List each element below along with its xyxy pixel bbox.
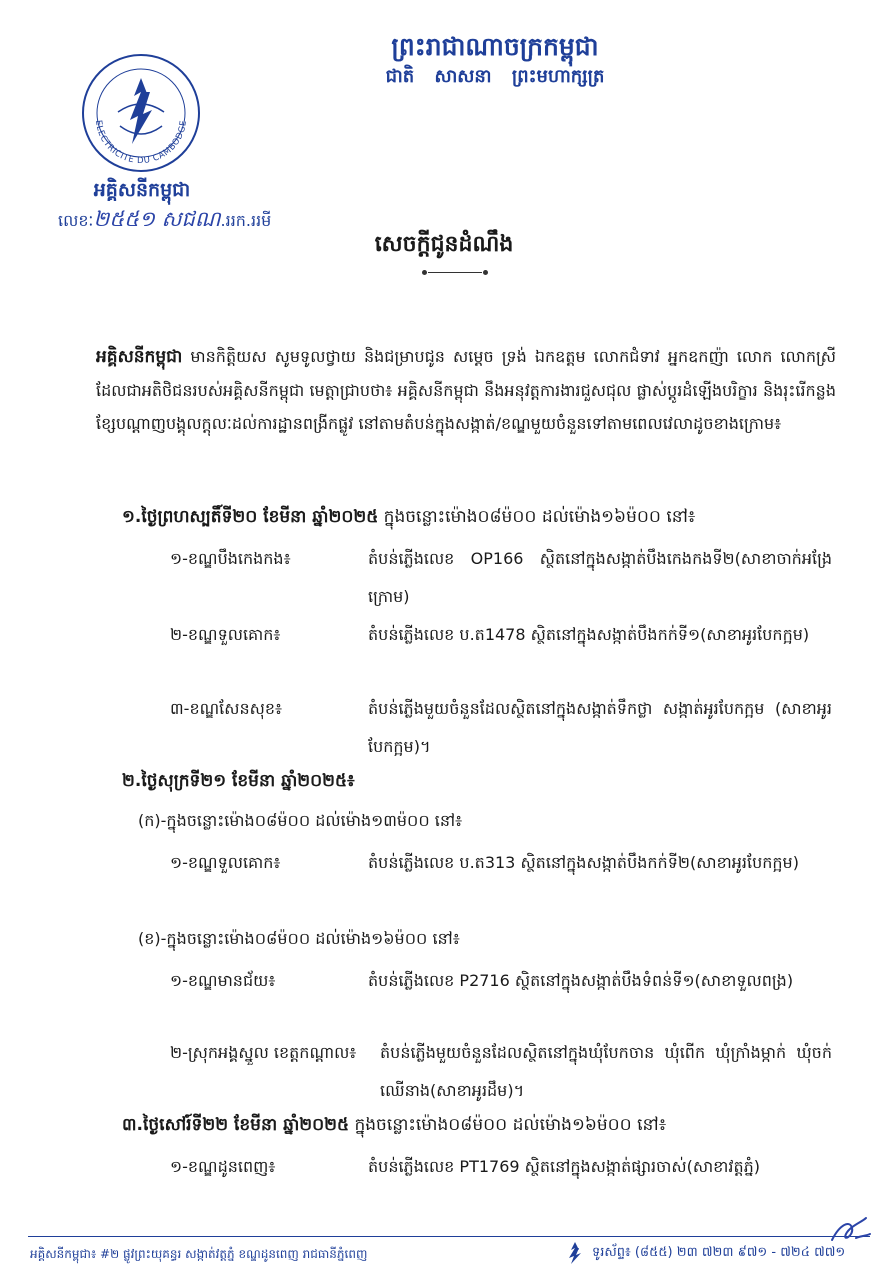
day2-part-a-item1-text: តំបន់ភ្លើងលេខ ប.ត313 ស្ថិតនៅក្នុងសង្កាត់បឹងកក់ទី២(សាខាអូរបែកក្អម) bbox=[368, 853, 799, 872]
day3-time: ក្នុងចន្លោះម៉ោង០៨ម៉០០ ដល់ម៉ោង១៦ម៉០០ នៅ៖ bbox=[349, 1115, 667, 1135]
day2-part-b-label: (ខ)-ក្នុងចន្លោះម៉ោង០៨ម៉០០ ដល់ម៉ោង១៦ម៉០០ នៅ៖ bbox=[138, 929, 460, 948]
day2-part-b-item2-text: តំបន់ភ្លើងមួយចំនួនដែលស្ថិតនៅក្នុងឃុំបែកចាន ឃុំពើក ឃុំក្រាំងម្កាក់ ឃុំចក់ឈើនាង(សាខាអូរដឹម)។ bbox=[380, 1043, 832, 1100]
title-divider bbox=[428, 272, 482, 273]
intro-text: មានកិត្តិយស សូមទូលថ្វាយ និងជម្រាបជូន សម្តេច ទ្រង់ ឯកឧត្តម លោកជំទាវ អ្នកឧកញ៉ា លោក លោកស្រី ដែលជាអតិថិជនរបស់អគ្គិសនីកម្ពុជា មេត្តាជ្រាបថា៖ អគ្គិសនីកម្ពុជា នឹងអនុវត្តការងារជួសជុល ផ្លាស់ប្តូរដំឡើងបរិក្ខារ និងរុះរើកន្លងខ្សែបណ្តាញបង្គុលក្តុលៈដល់ការដ្ឋានពង្រីកផ្លូវ នៅតាមតំបន់ក្នុងសង្កាត់/ខណ្ឌមួយចំនួនទៅតាមពេលវេលាដូចខាងក្រោម៖ bbox=[96, 347, 836, 433]
organization-name: អគ្គិសនីកម្ពុជា bbox=[93, 179, 191, 201]
day1-item3-text: តំបន់ភ្លើងមួយចំនួនដែលស្ថិតនៅក្នុងសង្កាត់ទឹកថ្លា សង្កាត់អូរបែកក្អម (សាខាអូរបែកក្អម)។ bbox=[368, 699, 832, 756]
day2-part-a-label: (ក)-ក្នុងចន្លោះម៉ោង០៨ម៉០០ ដល់ម៉ោង១៣ម៉០០ នៅ៖ bbox=[138, 811, 463, 830]
document-title: សេចក្តីជូនដំណឹង bbox=[374, 232, 514, 257]
intro-paragraph bbox=[96, 340, 836, 440]
day2-date: ២.ថ្ងៃសុក្រទី២១ ខែមីនា ឆ្នាំ២០២៥៖ bbox=[122, 771, 355, 791]
day3-item1-text: តំបន់ភ្លើងលេខ PT1769 ស្ថិតនៅក្នុងសង្កាត់ផ្សារចាស់(សាខាវត្តភ្នំ) bbox=[368, 1157, 761, 1176]
footer-phone: ទូរស័ព្ទ៖ (៨៥៥) ២៣ ៧២៣ ៩៧១ - ៧២៤ ៧៧១ bbox=[592, 1245, 846, 1260]
day2-part-a-item1-label: ១-ខណ្ឌទួលគោក៖ bbox=[170, 853, 281, 872]
reference-handwritten-number: ២៥៥១ សជណ bbox=[93, 207, 221, 231]
footer-address: អគ្គិសនីកម្ពុជា៖ #២ ផ្លូវព្រះយុគន្ធរ សង្កាត់វត្តភ្នំ ខណ្ឌដូនពេញ រាជធានីភ្នំពេញ bbox=[30, 1247, 368, 1261]
footer-mark-icon bbox=[562, 1240, 588, 1266]
footer-divider bbox=[28, 1236, 870, 1237]
day1-heading bbox=[122, 506, 695, 531]
day1-item1-label: ១-ខណ្ឌបឹងកេងកង៖ bbox=[170, 549, 291, 568]
day2-part-b-item1-label: ១-ខណ្ឌមានជ័យ៖ bbox=[170, 971, 276, 990]
edc-logo bbox=[80, 52, 202, 174]
day2-part-b-item2-label: ២-ស្រុកអង្គស្នួល ខេត្តកណ្តាល៖ bbox=[170, 1043, 357, 1062]
day1-item1-text: តំបន់ភ្លើងលេខ OP166 ស្ថិតនៅក្នុងសង្កាត់បឹងកេងកងទី២(សាខាចាក់អង្រែក្រោម) bbox=[368, 549, 832, 606]
day1-item2-label: ២-ខណ្ឌទួលគោក៖ bbox=[170, 625, 281, 644]
initials-signature bbox=[826, 1214, 874, 1248]
logo-caption: ELECTRICITE DU CAMBODGE bbox=[92, 119, 190, 167]
day2-heading bbox=[122, 770, 355, 795]
reference-suffix: .ររក.ររមី bbox=[220, 211, 272, 230]
national-motto: ជាតិ សាសនា ព្រះមហាក្សត្រ bbox=[385, 66, 605, 87]
day1-time: ក្នុងចន្លោះម៉ោង០៨ម៉០០ ដល់ម៉ោង១៦ម៉០០ នៅ៖ bbox=[378, 507, 696, 527]
day1-item2-text: តំបន់ភ្លើងលេខ ប.ត1478 ស្ថិតនៅក្នុងសង្កាត់បឹងកក់ទី១(សាខាអូរបែកក្អម) bbox=[368, 625, 810, 644]
day1-item3-label: ៣-ខណ្ឌសែនសុខ៖ bbox=[170, 699, 283, 718]
day3-item1-label: ១-ខណ្ឌដូនពេញ៖ bbox=[170, 1157, 276, 1176]
reference-prefix: លេខៈ bbox=[58, 211, 94, 230]
day1-date: ១.ថ្ងៃព្រហស្បតិ៍ទី២០ ខែមីនា ឆ្នាំ២០២៥ bbox=[122, 507, 379, 527]
day3-heading bbox=[122, 1114, 666, 1139]
kingdom-heading: ព្រះរាជាណាចក្រកម្ពុជា bbox=[391, 32, 599, 61]
intro-org-name: អគ្គិសនីកម្ពុជា bbox=[96, 347, 183, 367]
day3-date: ៣.ថ្ងៃសៅរ៍ទី២២ ខែមីនា ឆ្នាំ២០២៥ bbox=[122, 1115, 350, 1135]
day2-part-b-item1-text: តំបន់ភ្លើងលេខ P2716 ស្ថិតនៅក្នុងសង្កាត់បឹងទំពន់ទី១(សាខាទួលពង្រ) bbox=[368, 971, 794, 990]
